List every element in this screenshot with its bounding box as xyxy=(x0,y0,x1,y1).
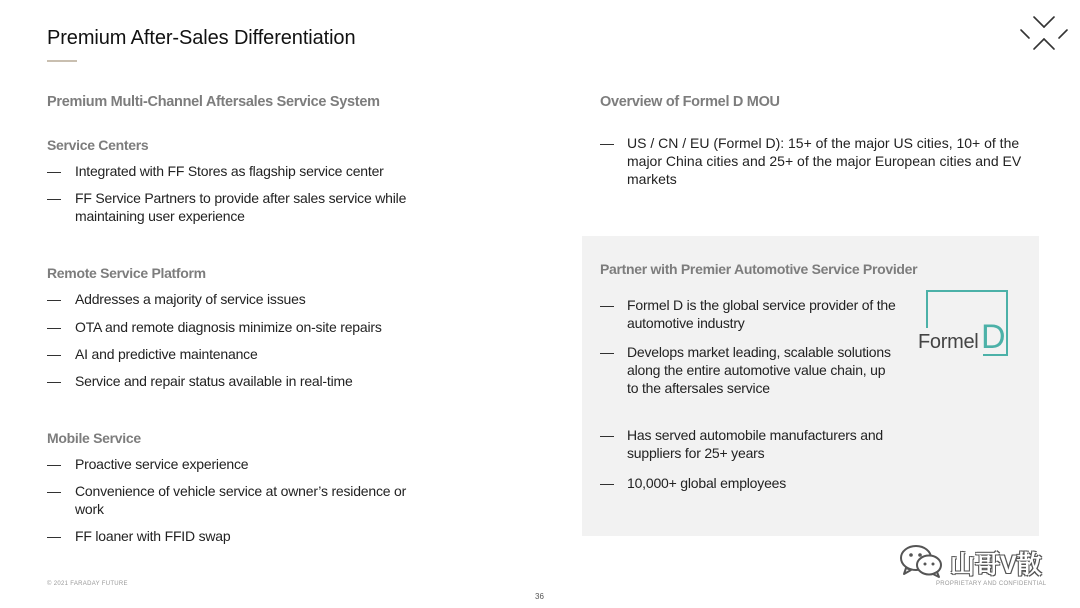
dash-bullet: — xyxy=(600,475,614,491)
dash-bullet: — xyxy=(47,319,61,335)
left-heading: Premium Multi-Channel Aftersales Service System xyxy=(47,94,380,110)
list-item: — AI and predictive maintenance xyxy=(47,346,258,362)
dash-bullet: — xyxy=(47,456,61,472)
list-item: — OTA and remote diagnosis minimize on-site repairs xyxy=(47,319,382,335)
list-item: — Convenience of vehicle service at owner’s residence or work xyxy=(47,483,407,517)
formel-logo-letter: D xyxy=(981,318,1006,356)
dash-bullet: — xyxy=(47,346,61,362)
slide-title: Premium After-Sales Differentiation xyxy=(47,27,356,49)
list-item: — Service and repair status available in real-time xyxy=(47,373,353,389)
mou-heading: Overview of Formel D MOU xyxy=(600,94,780,110)
dash-bullet: — xyxy=(600,135,614,151)
list-item: — Develops market leading, scalable solutions along the entire automotive value chain, up to the aftersales service xyxy=(600,344,891,396)
title-underline xyxy=(47,60,77,62)
dash-bullet: — xyxy=(47,163,61,179)
service-centers-heading: Service Centers xyxy=(47,137,149,153)
dash-bullet: — xyxy=(600,297,614,313)
list-item: — 10,000+ global employees xyxy=(600,475,787,491)
ff-logo-icon xyxy=(1018,14,1070,52)
dash-bullet: — xyxy=(600,427,614,443)
footer-confidential: PROPRIETARY AND CONFIDENTIAL xyxy=(936,581,1047,587)
partner-heading: Partner with Premier Automotive Service Provider xyxy=(600,261,918,277)
formel-d-logo xyxy=(918,290,1013,362)
wechat-icon xyxy=(898,543,946,579)
remote-platform-heading: Remote Service Platform xyxy=(47,265,206,281)
mobile-service-heading: Mobile Service xyxy=(47,430,141,446)
dash-bullet: — xyxy=(600,344,614,360)
list-item: — Has served automobile manufacturers and suppliers for 25+ years xyxy=(600,427,884,461)
list-item: — Integrated with FF Stores as flagship service center xyxy=(47,163,384,179)
watermark-text: 山哥V散 xyxy=(950,551,1042,579)
list-item: — Addresses a majority of service issues xyxy=(47,291,306,307)
dash-bullet: — xyxy=(47,373,61,389)
formel-logo-word: Formel xyxy=(918,331,979,353)
dash-bullet: — xyxy=(47,528,61,544)
partner-panel xyxy=(582,236,1039,536)
footer-copyright: © 2021 FARADAY FUTURE xyxy=(47,581,128,587)
mou-list-item: — US / CN / EU (Formel D): 15+ of the major US cities, 10+ of the major China cities and 25+ of the major European cities and EV markets xyxy=(600,135,1022,187)
list-item: — FF loaner with FFID swap xyxy=(47,528,231,544)
list-item: — Proactive service experience xyxy=(47,456,249,472)
dash-bullet: — xyxy=(47,291,61,307)
list-item: — FF Service Partners to provide after sales service while maintaining user experience xyxy=(47,190,407,224)
list-item: — Formel D is the global service provider of the automotive industry xyxy=(600,297,896,331)
dash-bullet: — xyxy=(47,190,61,206)
dash-bullet: — xyxy=(47,483,61,499)
page-number: 36 xyxy=(535,592,544,601)
